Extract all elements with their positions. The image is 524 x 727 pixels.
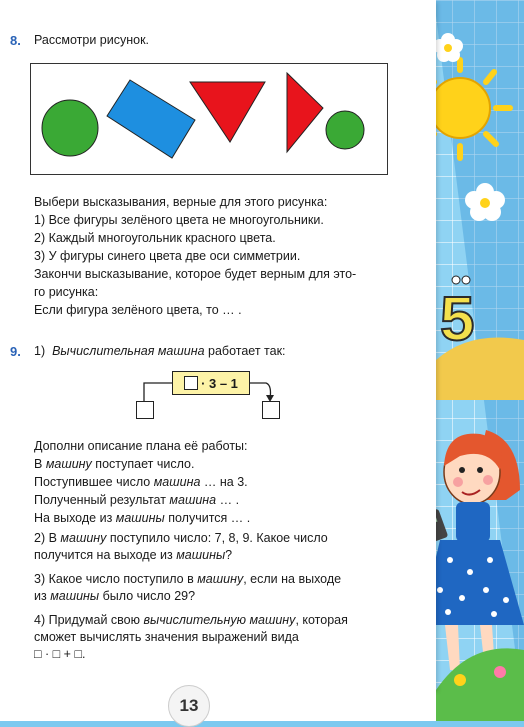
task-number-8: 8. [10,33,21,48]
question-4-line3: □ · □ + □. [34,647,86,661]
question-3-line1: 3) Какое число поступило в машину, если на выходе [34,572,342,586]
plan-heading: Дополни описание плана её работы: [34,439,248,453]
task8-finish-line1: Закончи высказывание, которое будет верным для это- [34,267,357,281]
plan-line-1: В машину поступает число. [34,457,195,471]
statement-1: 1) Все фигуры зелёного цвета не многоугольники. [34,213,324,227]
task8-instruction: Рассмотри рисунок. [34,33,150,47]
question-2-line1: 2) В машину поступило число: 7, 8, 9. Какое число [34,531,328,545]
page-number: 13 [168,685,210,727]
machine-operation: · 3 – 1 [201,375,238,391]
red-triangle [190,82,265,142]
green-circle-right [326,111,364,149]
question-4-line1: 4) Придумай свою вычислительную машину, которая [34,613,348,627]
task8-choose: Выбери высказывания, верные для этого рисунка: [34,195,328,209]
task-number-9: 9. [10,344,21,359]
task9-part1: 1) Вычислительная машина работает так: [34,344,286,358]
question-4-line2: сможет вычислять значения выражений вида [34,630,299,644]
blue-rectangle [107,80,195,158]
machine-box [172,371,250,395]
statement-3: 3) У фигуры синего цвета две оси симметрии. [34,249,301,263]
question-2-line2: получится на выходе из машины? [34,548,233,562]
input-placeholder-square [184,376,198,390]
calculating-machine-diagram [130,365,290,427]
machine-output-square [262,401,280,419]
machine-input-square [136,401,154,419]
plan-line-3: Полученный результат машина … . [34,493,240,507]
task8-finish-line2: го рисунка: [34,285,99,299]
question-3-line2: из машины было число 29? [34,589,196,603]
statement-2: 2) Каждый многоугольник красного цвета. [34,231,276,245]
green-circle-left [42,100,98,156]
plan-line-4: На выходе из машины получится … . [34,511,251,525]
red-right-triangle [287,73,323,152]
plan-line-2: Поступившее число машина … на 3. [34,475,248,489]
svg-text:5: 5 [440,285,475,354]
task8-finish-line3: Если фигура зелёного цвета, то … . [34,303,242,317]
